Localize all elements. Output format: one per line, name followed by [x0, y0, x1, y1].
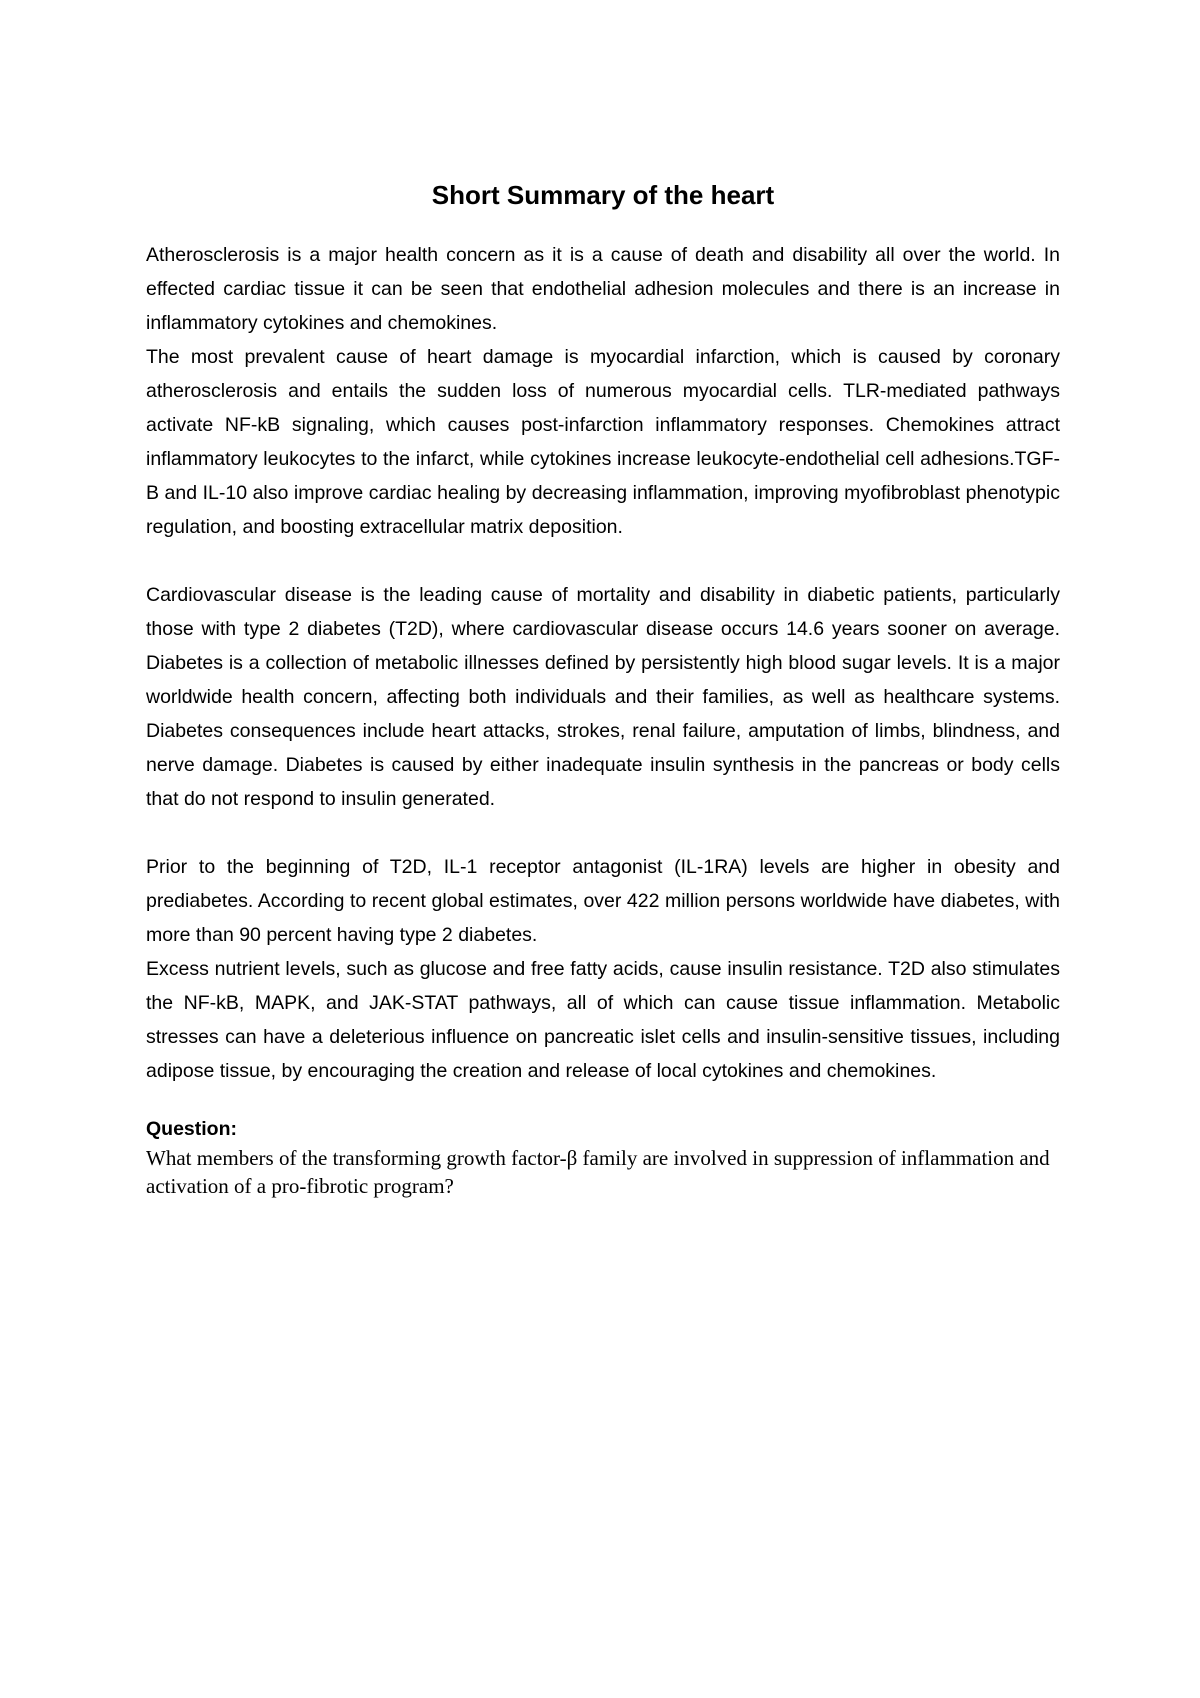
paragraph-t2d-prevalence: Prior to the beginning of T2D, IL-1 receptor antagonist (IL-1RA) levels are higher in obesity and prediabetes. According to recent global estimates, over 422 million persons worldwide have diabetes, with more than 90 percent having type 2 diabetes.	[146, 856, 1060, 946]
document-body	[146, 178, 1060, 1200]
paragraph-insulin-resistance: Excess nutrient levels, such as glucose and free fatty acids, cause insulin resistance. T2D also stimulates the NF-kB, MAPK, and JAK-STAT pathways, all of which can cause tissue inflammation. Metabolic stresses can have a deleterious influence on pancreatic islet cells and insulin-sensitive tissues, including adipose tissue, by encouraging the creation and release of local cytokines and chemokines.	[146, 958, 1060, 1082]
question-text: What members of the transforming growth factor-β family are involved in suppression of inflammation and activation of a pro-fibrotic program?	[146, 1146, 1050, 1198]
document-title: Short Summary of the heart	[431, 180, 775, 210]
paragraph-spacer	[146, 544, 1060, 578]
question-label: Question:	[146, 1118, 237, 1140]
paragraph-spacer	[146, 1088, 1060, 1108]
paragraph-myocardial-infarction: The most prevalent cause of heart damage is myocardial infarction, which is caused by coronary atherosclerosis and entails the sudden loss of numerous myocardial cells. TLR-mediated pathways activate NF-kB signaling, which causes post-infarction inflammatory responses. Chemokines attract inflammatory leukocytes to the infarct, while cytokines increase leukocyte-endothelial cell adhesions.TGF-B and IL-10 also improve cardiac healing by decreasing inflammation, improving myofibroblast phenotypic regulation, and boosting extracellular matrix deposition.	[146, 346, 1060, 538]
paragraph-atherosclerosis: Atherosclerosis is a major health concern as it is a cause of death and disability all over the world. In effected cardiac tissue it can be seen that endothelial adhesion molecules and there is an increase in inflammatory cytokines and chemokines.	[146, 244, 1060, 334]
paragraph-cardiovascular-disease: Cardiovascular disease is the leading cause of mortality and disability in diabetic patients, particularly those with type 2 diabetes (T2D), where cardiovascular disease occurs 14.6 years sooner on average. Diabetes is a collection of metabolic illnesses defined by persistently high blood sugar levels. It is a major worldwide health concern, affecting both individuals and their families, as well as healthcare systems. Diabetes consequences include heart attacks, strokes, renal failure, amputation of limbs, blindness, and nerve damage. Diabetes is caused by either inadequate insulin synthesis in the pancreas or body cells that do not respond to insulin generated.	[146, 584, 1060, 810]
paragraph-spacer	[146, 816, 1060, 850]
